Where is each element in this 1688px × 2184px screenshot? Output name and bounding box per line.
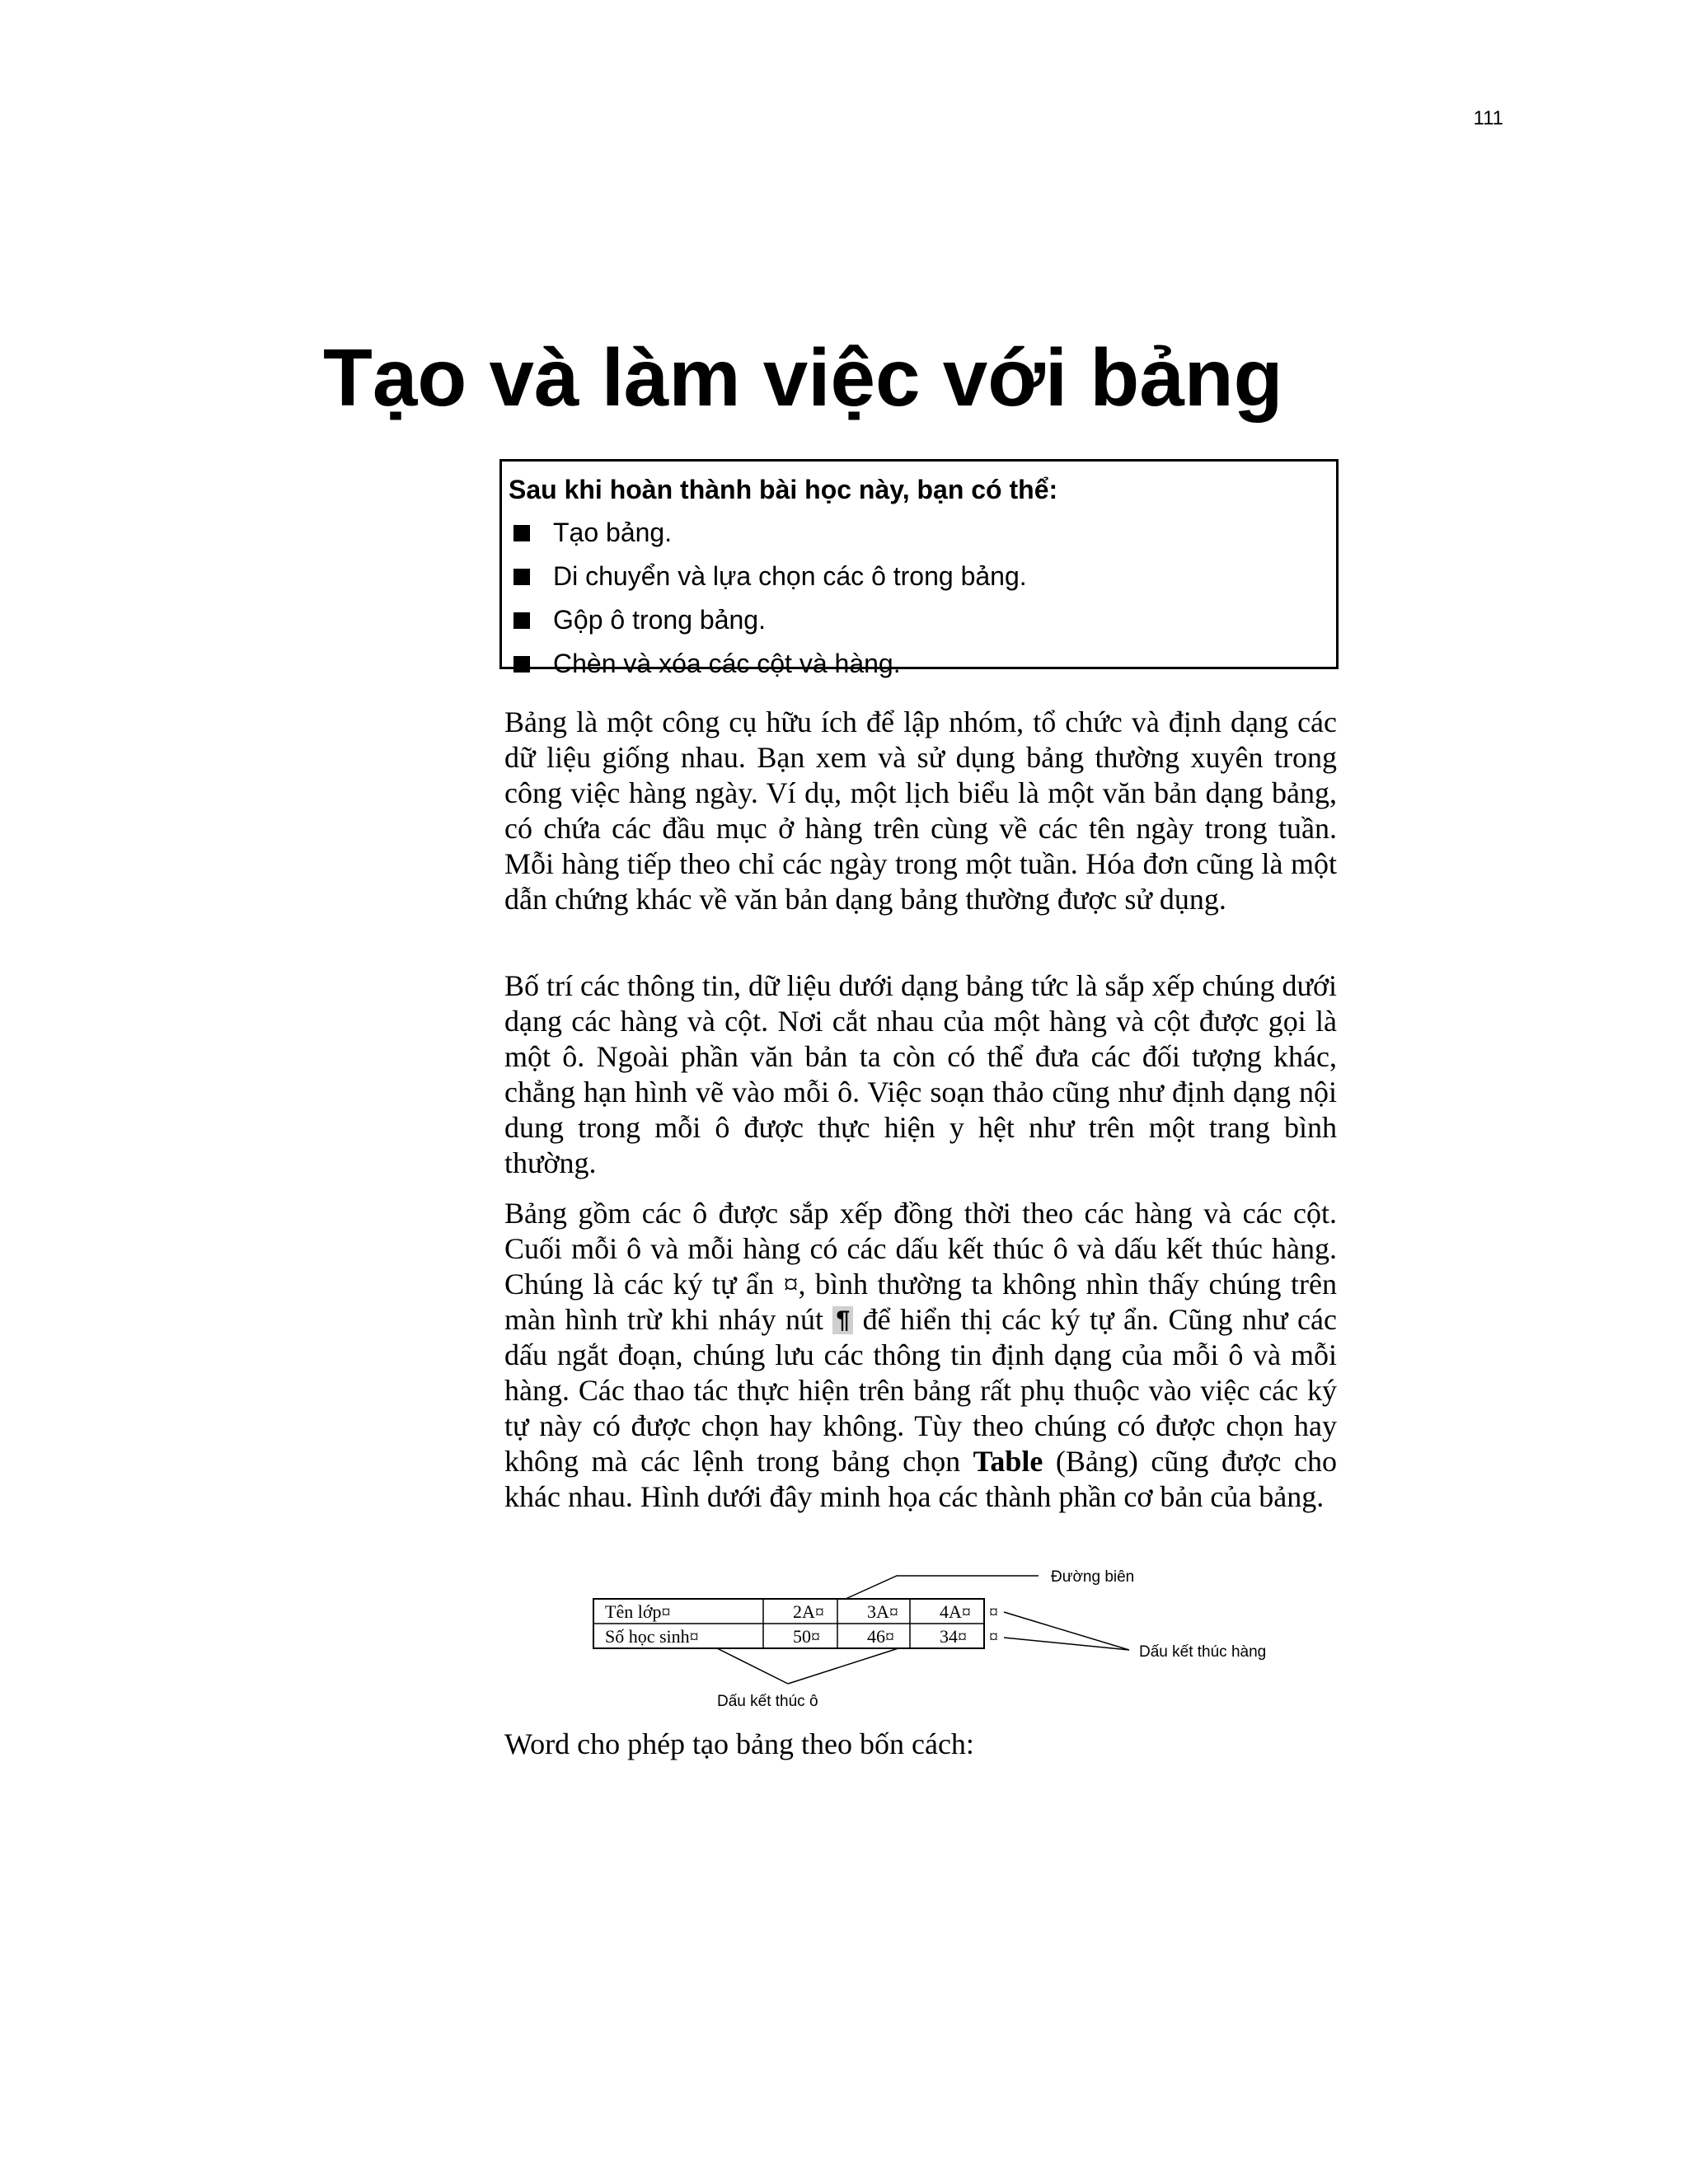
label-cell-end: Dấu kết thúc ô: [717, 1693, 818, 1710]
list-item: [509, 555, 1329, 598]
callout-line-cell-end: [788, 1648, 898, 1684]
square-bullet-icon: [513, 656, 530, 673]
objectives-heading: Sau khi hoàn thành bài học này, bạn có thể:: [509, 475, 1058, 504]
page-title: Tạo và làm việc với bảng: [323, 332, 1283, 423]
objective-text: Tạo bảng.: [553, 518, 673, 547]
paragraph-methods-intro: Word cho phép tạo bảng theo bốn cách:: [504, 1727, 974, 1760]
paragraph-markers: [504, 1196, 1337, 1515]
list-item: [509, 598, 1329, 642]
objective-text: Di chuyển và lựa chọn các ô trong bảng.: [553, 561, 1027, 591]
objectives-box: [499, 459, 1339, 678]
callout-line-border: [846, 1576, 1039, 1599]
diagram-cell: 50¤: [793, 1626, 820, 1647]
diagram-row-end-marker: ¤: [989, 1601, 998, 1622]
diagram-cell: Số học sinh¤: [605, 1626, 699, 1647]
diagram-cell: Tên lớp¤: [605, 1601, 671, 1622]
diagram-row-end-marker: ¤: [989, 1626, 998, 1647]
paragraph-text: để hiển thị các ký tự ẩn. Cũng như các dấu ngắt đoạn, chúng lưu các thông tin định dạng của mỗi ô và mỗi hàng. Các thao tác thực hiện trên bảng rất phụ thuộc vào việc các ký tự này có được chọn hay không. Tùy theo chúng có được chọn hay không mà các lệnh trong bảng chọn: [504, 1303, 1337, 1478]
diagram-cell: 2A¤: [793, 1601, 824, 1622]
callout-line-cell-end: [717, 1648, 788, 1684]
paragraph-layout: Bố trí các thông tin, dữ liệu dưới dạng bảng tức là sắp xếp chúng dưới dạng các hàng và cột. Nơi cắt nhau của một hàng và cột được gọi là một ô. Ngoài phần văn bản ta còn có thể đưa các đối tượng khác, chẳng hạn hình vẽ vào mỗi ô. Việc soạn thảo cũng như định dạng nội dung trong mỗi ô được thực hiện y hệt như trên một trang bình thường.: [504, 969, 1337, 1179]
page-number: 111: [1473, 107, 1503, 129]
label-row-end: Dấu kết thúc hàng: [1139, 1643, 1267, 1661]
objective-text: Gộp ô trong bảng.: [553, 605, 766, 635]
objective-text: Chèn và xóa các cột và hàng.: [553, 649, 901, 678]
list-item: [509, 642, 1329, 686]
objectives-list: [509, 511, 1329, 686]
diagram-cell: 34¤: [940, 1626, 967, 1647]
paragraph-text: Bảng gồm các ô được sắp xếp đồng thời theo các hàng và các cột. Cuối mỗi ô và mỗi hàng có các dấu kết thúc ô và dấu kết thúc hàng. Chúng là các ký tự ẩn ¤, bình thường ta không nhìn thấy chúng trên màn hình trừ khi nháy nút: [504, 1197, 1337, 1336]
square-bullet-icon: [513, 525, 530, 541]
list-item: [509, 511, 1329, 555]
paragraph-text: (Bảng) cũng được cho khác nhau. Hình dưới đây minh họa các thành phần cơ bản của bảng.: [504, 1445, 1338, 1513]
square-bullet-icon: [513, 569, 530, 585]
label-border: Đường biên: [1051, 1568, 1135, 1586]
diagram-cell: 46¤: [867, 1626, 894, 1647]
show-hide-pilcrow-icon: ¶: [832, 1306, 853, 1334]
square-bullet-icon: [513, 612, 530, 629]
diagram-cell: 3A¤: [867, 1601, 898, 1622]
paragraph-intro: Bảng là một công cụ hữu ích để lập nhóm, tổ chức và định dạng các dữ liệu giống nhau. Bạn xem và sử dụng bảng thường xuyên trong công việc hàng ngày. Ví dụ, một lịch biểu là một văn bản dạng bảng, có chứa các đầu mục ở hàng trên cùng về các tên ngày trong tuần. Mỗi hàng tiếp theo chỉ các ngày trong một tuần. Hóa đơn cũng là một dẫn chứng khác về văn bản dạng bảng thường được sử dụng.: [504, 705, 1337, 916]
table-menu-name: Table: [973, 1445, 1043, 1478]
table-parts-diagram: [577, 1549, 1319, 1714]
diagram-cell: 4A¤: [940, 1601, 971, 1622]
